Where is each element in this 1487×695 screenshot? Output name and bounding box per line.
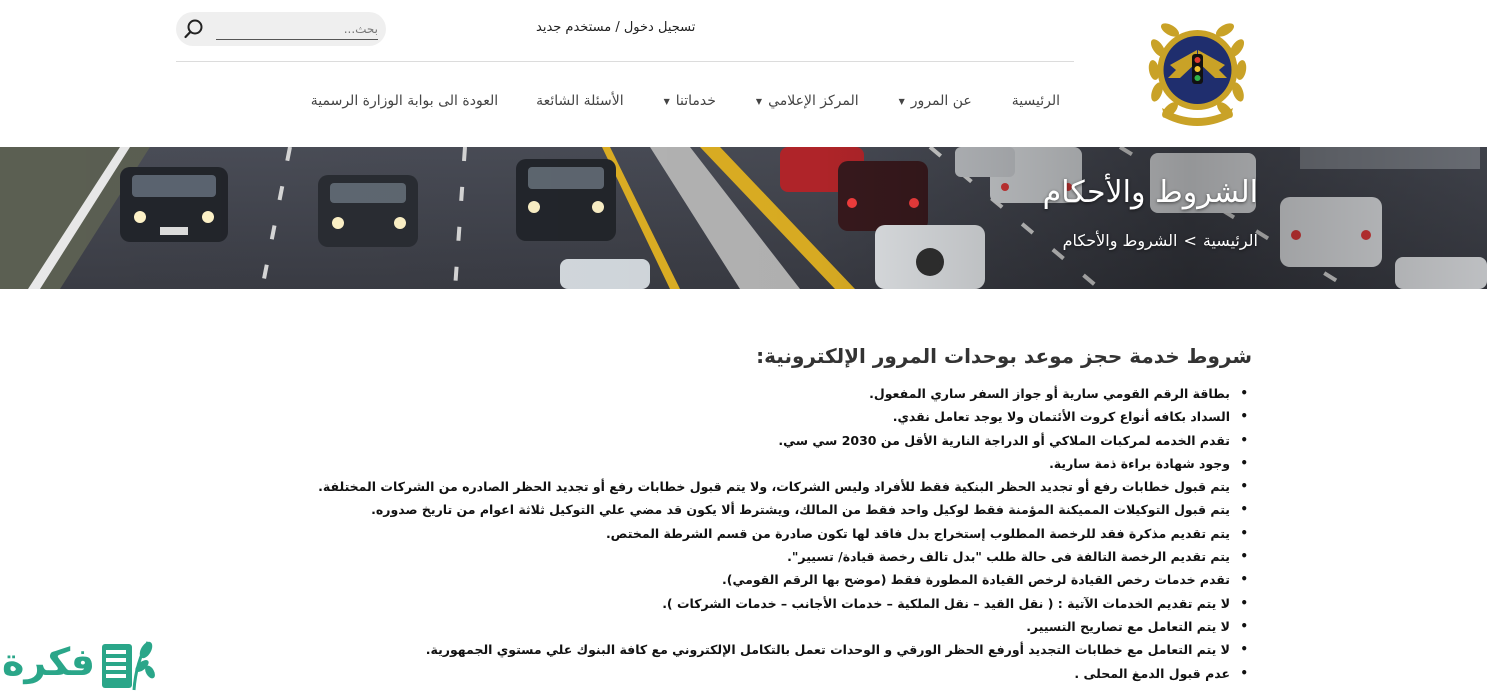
register-link[interactable]: مستخدم جديد bbox=[536, 20, 612, 35]
nav-item-label: خدماتنا bbox=[675, 93, 716, 109]
ministry-emblem-icon bbox=[1140, 10, 1255, 130]
list-item: • لا يتم التعامل مع تصاريح التسيير. bbox=[372, 615, 1252, 638]
page-title: الشروط والأحكام bbox=[1042, 175, 1258, 210]
list-item: • يتم تقديم مذكرة فقد للرخصة المطلوب إستخراج بدل فاقد لها تكون صادرة من قسم الشرطة المختص. bbox=[372, 522, 1252, 545]
search-box bbox=[176, 12, 386, 46]
site-watermark bbox=[0, 628, 160, 695]
nav-item-ministry-portal[interactable] bbox=[311, 93, 498, 109]
main-nav bbox=[300, 88, 1060, 114]
list-item: • وجود شهادة براءة ذمة سارية. bbox=[372, 452, 1252, 475]
nav-item-label: المركز الإعلامي bbox=[768, 93, 859, 109]
page-hero bbox=[0, 147, 1487, 289]
search-input[interactable] bbox=[216, 18, 378, 40]
nav-item-media-center[interactable] bbox=[756, 93, 859, 109]
breadcrumb-separator: > bbox=[1183, 231, 1197, 250]
nav-item-home[interactable] bbox=[1012, 93, 1060, 109]
breadcrumb bbox=[1063, 231, 1258, 250]
nav-item-about-traffic[interactable] bbox=[899, 93, 972, 109]
list-item: • يتم تقديم الرخصة التالفة فى حالة طلب "بدل تالف رخصة قيادة/ تسيير". bbox=[372, 545, 1252, 568]
search-icon[interactable] bbox=[182, 17, 206, 41]
list-item: • تقدم خدمات رخص القيادة لرخص القيادة المطورة فقط (موضح بها الرقم القومي). bbox=[372, 568, 1252, 591]
top-bar bbox=[176, 12, 1074, 46]
header-divider bbox=[176, 61, 1074, 62]
watermark-text: فكرة bbox=[2, 640, 96, 684]
highway-traffic-image bbox=[0, 147, 1487, 289]
chevron-down-icon: ▼ bbox=[755, 96, 763, 106]
breadcrumb-home-link[interactable]: الرئيسية bbox=[1202, 231, 1258, 250]
terms-content bbox=[318, 344, 1252, 685]
terms-title: شروط خدمة حجز موعد بوحدات المرور الإلكترونية: bbox=[756, 344, 1252, 368]
nav-item-label: عن المرور bbox=[910, 93, 972, 109]
book-leaf-icon bbox=[96, 632, 156, 694]
list-item: • يتم قبول خطابات رفع أو تجديد الحظر البنكية فقط للأفراد وليس الشركات، ولا يتم قبول خطابات رفع أو تجديد الحظر الصادره من الشركات المختلفة. bbox=[372, 475, 1252, 498]
ministry-logo[interactable] bbox=[1140, 10, 1255, 130]
list-item: • تقدم الخدمه لمركبات الملاكي أو الدراجة النارية الأقل من 2030 سي سي. bbox=[372, 429, 1252, 452]
list-item: • السداد بكافه أنواع كروت الأئتمان ولا يوجد تعامل نقدي. bbox=[372, 405, 1252, 428]
chevron-down-icon: ▼ bbox=[663, 96, 670, 106]
terms-list bbox=[318, 382, 1252, 685]
nav-item-services[interactable] bbox=[664, 93, 716, 109]
list-item: • لا يتم تقديم الخدمات الآتية : ( نقل القيد – نقل الملكية – خدمات الأجانب – خدمات الشركات ). bbox=[372, 592, 1252, 615]
nav-item-label: الأسئلة الشائعة bbox=[536, 93, 624, 109]
nav-item-label: الرئيسية bbox=[1011, 93, 1060, 109]
site-header bbox=[0, 0, 1487, 147]
auth-separator: / bbox=[615, 20, 620, 35]
login-link[interactable]: تسجيل دخول bbox=[623, 20, 696, 35]
list-item: • عدم قبول الدمغ المحلى . bbox=[372, 662, 1252, 685]
chevron-down-icon: ▼ bbox=[898, 96, 905, 106]
auth-links bbox=[536, 20, 695, 35]
nav-item-label: العودة الى بوابة الوزارة الرسمية bbox=[310, 93, 499, 109]
breadcrumb-current: الشروط والأحكام bbox=[1062, 231, 1178, 250]
list-item: • يتم قبول التوكيلات المميكنة المؤمنة فقط لوكيل واحد فقط من المالك، ويشترط ألا يكون قد مضي علي التوكيل ثلاثة اعوام من تاريخ صدوره. bbox=[372, 498, 1252, 521]
list-item: • لا يتم التعامل مع خطابات التجديد أورفع الحظر الورقي و الوحدات تعمل بالتكامل الإلكتروني مع كافة البنوك علي مستوي الجمهورية. bbox=[372, 638, 1252, 661]
nav-item-faq[interactable] bbox=[536, 93, 624, 109]
list-item: • بطاقة الرقم القومي سارية أو جواز السفر ساري المفعول. bbox=[372, 382, 1252, 405]
